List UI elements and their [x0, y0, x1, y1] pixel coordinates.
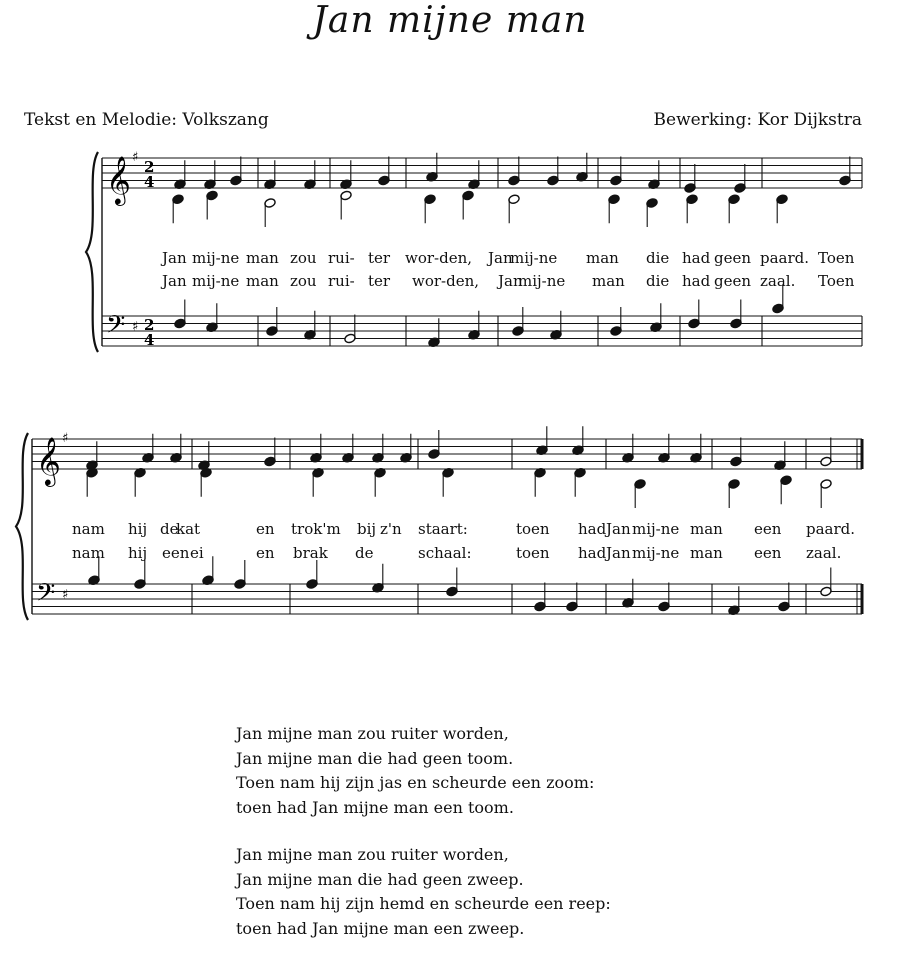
lyric-syllable: toen [516, 544, 550, 562]
lyric-syllable: en [256, 520, 275, 538]
lyric-syllable: rui- [328, 249, 355, 267]
lyric-syllable: man [690, 544, 723, 562]
lyric-syllable: Jan [606, 544, 631, 562]
lyric-syllable: Toen [818, 249, 855, 267]
lyric-syllable: de [160, 520, 179, 538]
time-signature-numerator: 2 [144, 316, 155, 334]
lyric-syllable: zaal. [760, 272, 796, 290]
lyric-syllable: man [586, 249, 619, 267]
arrangement-credit: Bewerking: Kor Dijkstra [653, 110, 862, 130]
lyric-syllable: die [646, 272, 670, 290]
lyric-syllable: rui- [328, 272, 355, 290]
lyric-syllable: staart: [418, 520, 468, 538]
lyric-syllable: nam [72, 520, 105, 538]
lyric-syllable: zou [290, 272, 317, 290]
lyric-syllable: man [690, 520, 723, 538]
brace-icon [16, 433, 28, 620]
verse-line: Jan mijne man die had geen zweep. [236, 869, 524, 889]
sharp-icon: ♯ [62, 587, 69, 603]
lyric-syllable: mij-ne [518, 272, 566, 290]
lyric-syllable: had [682, 249, 711, 267]
lyric-syllable: had [682, 272, 711, 290]
lyric-syllable: geen [714, 272, 752, 290]
lyric-syllable: een [754, 520, 782, 538]
page-title: Jan mijne man [312, 0, 588, 41]
lyric-syllable: hij [128, 520, 148, 538]
time-signature-numerator: 2 [144, 158, 155, 176]
verse-line: Toen nam hij zijn jas en scheurde een zoom: [236, 773, 595, 792]
bass-clef-icon: 𝄢 [36, 578, 56, 614]
time-signature-denominator: 4 [144, 331, 155, 349]
lyric-syllable: brak [293, 544, 328, 562]
lyric-syllable: de [355, 544, 374, 562]
lyric-syllable: mij-ne [632, 520, 680, 538]
verse-line: Jan mijne man zou ruiter worden, [236, 724, 509, 743]
sharp-icon: ♯ [132, 150, 139, 165]
time-signature-denominator: 4 [144, 173, 155, 191]
lyric-syllable: bij [357, 520, 377, 538]
lyric-syllable: Jan [606, 520, 631, 538]
verse-line: Jan mijne man die had geen toom. [236, 748, 514, 768]
lyric-syllable: Jan [162, 272, 187, 290]
lyric-syllable: een [162, 544, 190, 562]
lyric-syllable: die [646, 249, 670, 267]
lyric-syllable: kat [176, 520, 201, 538]
lyric-syllable: ei [190, 544, 204, 562]
lyric-syllable: mij-ne [632, 544, 680, 562]
lyric-syllable: man [246, 272, 279, 290]
lyrics-melody-credit: Tekst en Melodie: Volkszang [24, 110, 269, 130]
verse-line: Jan mijne man zou ruiter worden, [236, 845, 509, 864]
lyric-syllable: Jan [498, 272, 523, 290]
bass-clef-icon: 𝄢 [106, 310, 126, 346]
lyric-syllable: Jan [488, 249, 513, 267]
lyric-syllable: man [246, 249, 279, 267]
lyric-syllable: zaal. [806, 544, 842, 562]
lyric-syllable: had [578, 520, 607, 538]
lyric-syllable: schaal: [418, 544, 472, 562]
lyric-syllable: wor-den, [405, 249, 473, 267]
lyric-syllable: hij [128, 544, 148, 562]
lyric-syllable: Toen [818, 272, 855, 290]
lyric-syllable: ter [368, 249, 391, 267]
verse-2 [236, 722, 594, 820]
treble-clef-icon: 𝄞 [36, 436, 61, 485]
treble-clef-icon: 𝄞 [106, 155, 131, 204]
lyric-syllable: had [578, 544, 607, 562]
lyric-syllable: trok'm [291, 520, 341, 538]
sharp-icon: ♯ [132, 319, 139, 335]
lyric-syllable: en [256, 544, 275, 562]
lyric-syllable: ter [368, 272, 391, 290]
lyric-syllable: geen [714, 249, 752, 267]
lyric-syllable: Jan [162, 249, 187, 267]
lyric-syllable: mij-ne [192, 272, 240, 290]
lyric-syllable: paard. [806, 520, 856, 538]
lyric-syllable: paard. [760, 249, 810, 267]
lyric-syllable: z'n [380, 520, 402, 538]
sharp-icon: ♯ [62, 431, 69, 446]
lyric-syllable: toen [516, 520, 550, 538]
verse-3 [236, 843, 611, 941]
lyric-syllable: nam [72, 544, 105, 562]
lyric-syllable: man [592, 272, 625, 290]
lyric-syllable: mij-ne [510, 249, 558, 267]
lyric-syllable: wor-den, [412, 272, 480, 290]
verse-line: Toen nam hij zijn hemd en scheurde een reep: [236, 894, 611, 913]
verse-line: toen had Jan mijne man een zweep. [236, 918, 525, 938]
lyric-syllable: een [754, 544, 782, 562]
verse-line: toen had Jan mijne man een toom. [236, 797, 514, 817]
brace-icon [86, 152, 98, 352]
lyric-syllable: mij-ne [192, 249, 240, 267]
lyric-syllable: zou [290, 249, 317, 267]
